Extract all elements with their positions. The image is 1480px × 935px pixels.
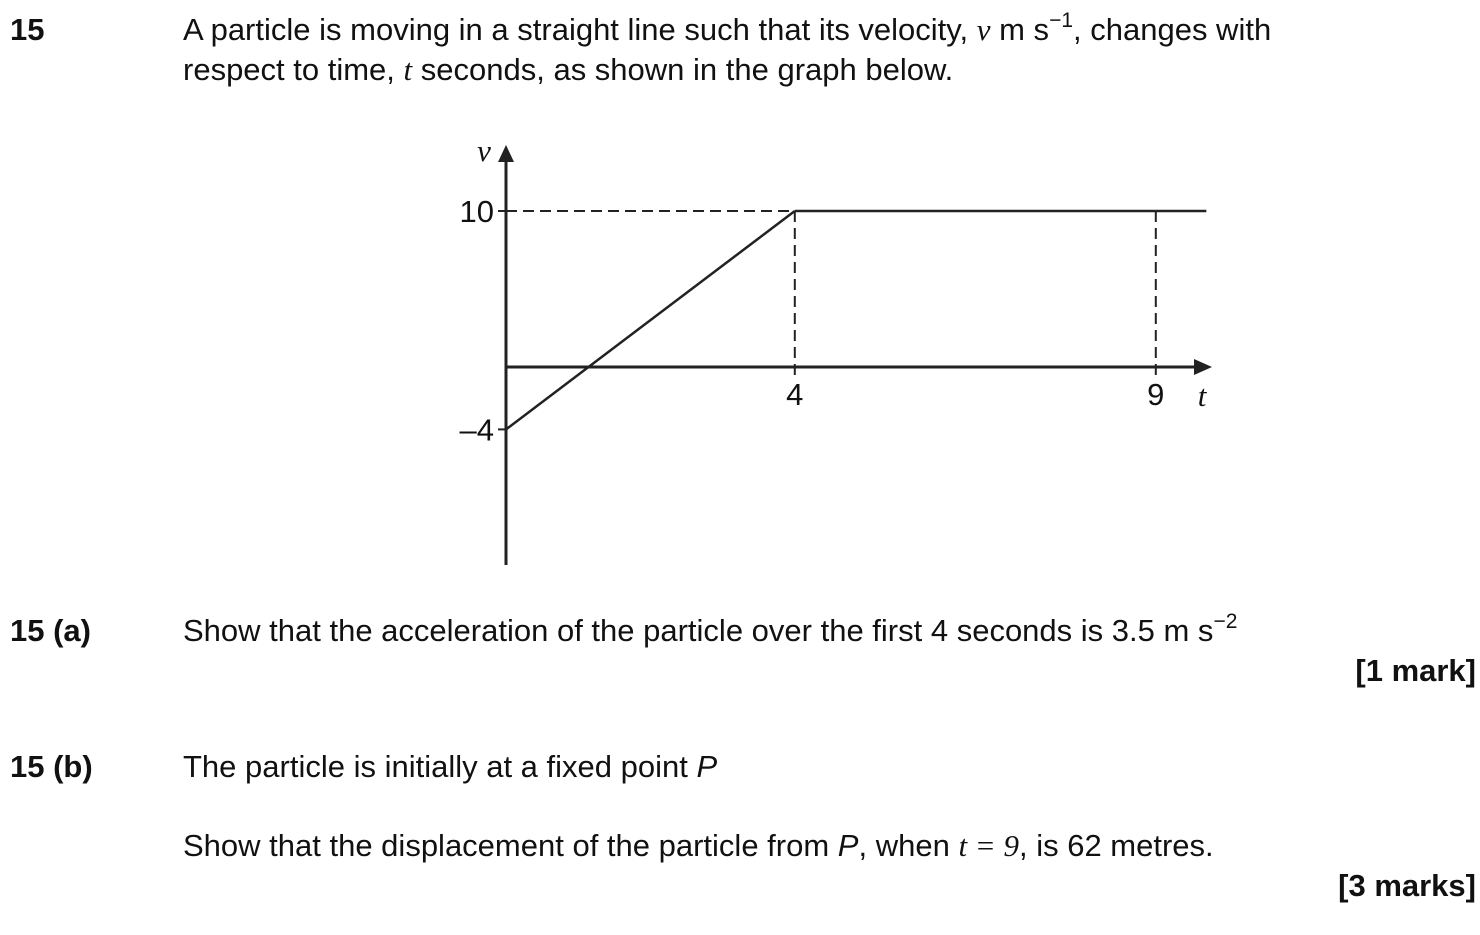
stem-unit: m s [990, 12, 1050, 47]
part-a-label: 15 (a) [10, 613, 91, 648]
v-axis-label: v [477, 133, 491, 168]
part-a-marks: [1 mark] [1355, 653, 1476, 688]
part-b-line-1 [183, 749, 717, 785]
velocity-segment-0 [506, 211, 795, 429]
part-a-text [183, 610, 1238, 649]
t-axis-arrowhead [1194, 359, 1212, 375]
part-b-equation: t = 9 [958, 828, 1019, 863]
t-tick-label-0: 4 [786, 377, 804, 412]
var-v: v [976, 12, 991, 47]
part-a-unit-exponent: −2 [1213, 610, 1238, 633]
point-p: P [696, 749, 718, 784]
t-axis-label: t [1197, 378, 1207, 413]
stem-text-2a: respect to time, [183, 52, 404, 87]
point-p-2: P [837, 828, 859, 863]
stem-text-1a: A particle is moving in a straight line such that its velocity, [183, 12, 977, 47]
part-b-line-1-text: The particle is initially at a fixed point [183, 749, 697, 784]
part-a-sentence: Show that the acceleration of the particle over the first 4 seconds is 3.5 [183, 613, 1155, 648]
part-b-line-2 [183, 828, 1214, 864]
question-number: 15 [10, 12, 45, 47]
v-axis-arrowhead [498, 145, 514, 162]
part-b-line-2-text-a: Show that the displacement of the particle from [183, 828, 838, 863]
part-b-label: 15 (b) [10, 749, 93, 784]
stem-unit-exponent: −1 [1049, 9, 1074, 32]
t-tick-label-1: 9 [1147, 377, 1165, 412]
part-b-marks: [3 marks] [1338, 868, 1476, 903]
part-b-line-2-text-c: , is 62 metres. [1018, 828, 1214, 863]
v-tick-label-0: 10 [459, 194, 494, 229]
stem-text-1b: , changes with [1073, 12, 1272, 47]
var-t: t [403, 52, 413, 87]
v-tick-label-1: –4 [459, 412, 494, 448]
part-a-unit: m s [1154, 613, 1214, 648]
stem-text-2b: seconds, as shown in the graph below. [412, 52, 954, 87]
part-b-line-2-text-b: , when [858, 828, 959, 863]
